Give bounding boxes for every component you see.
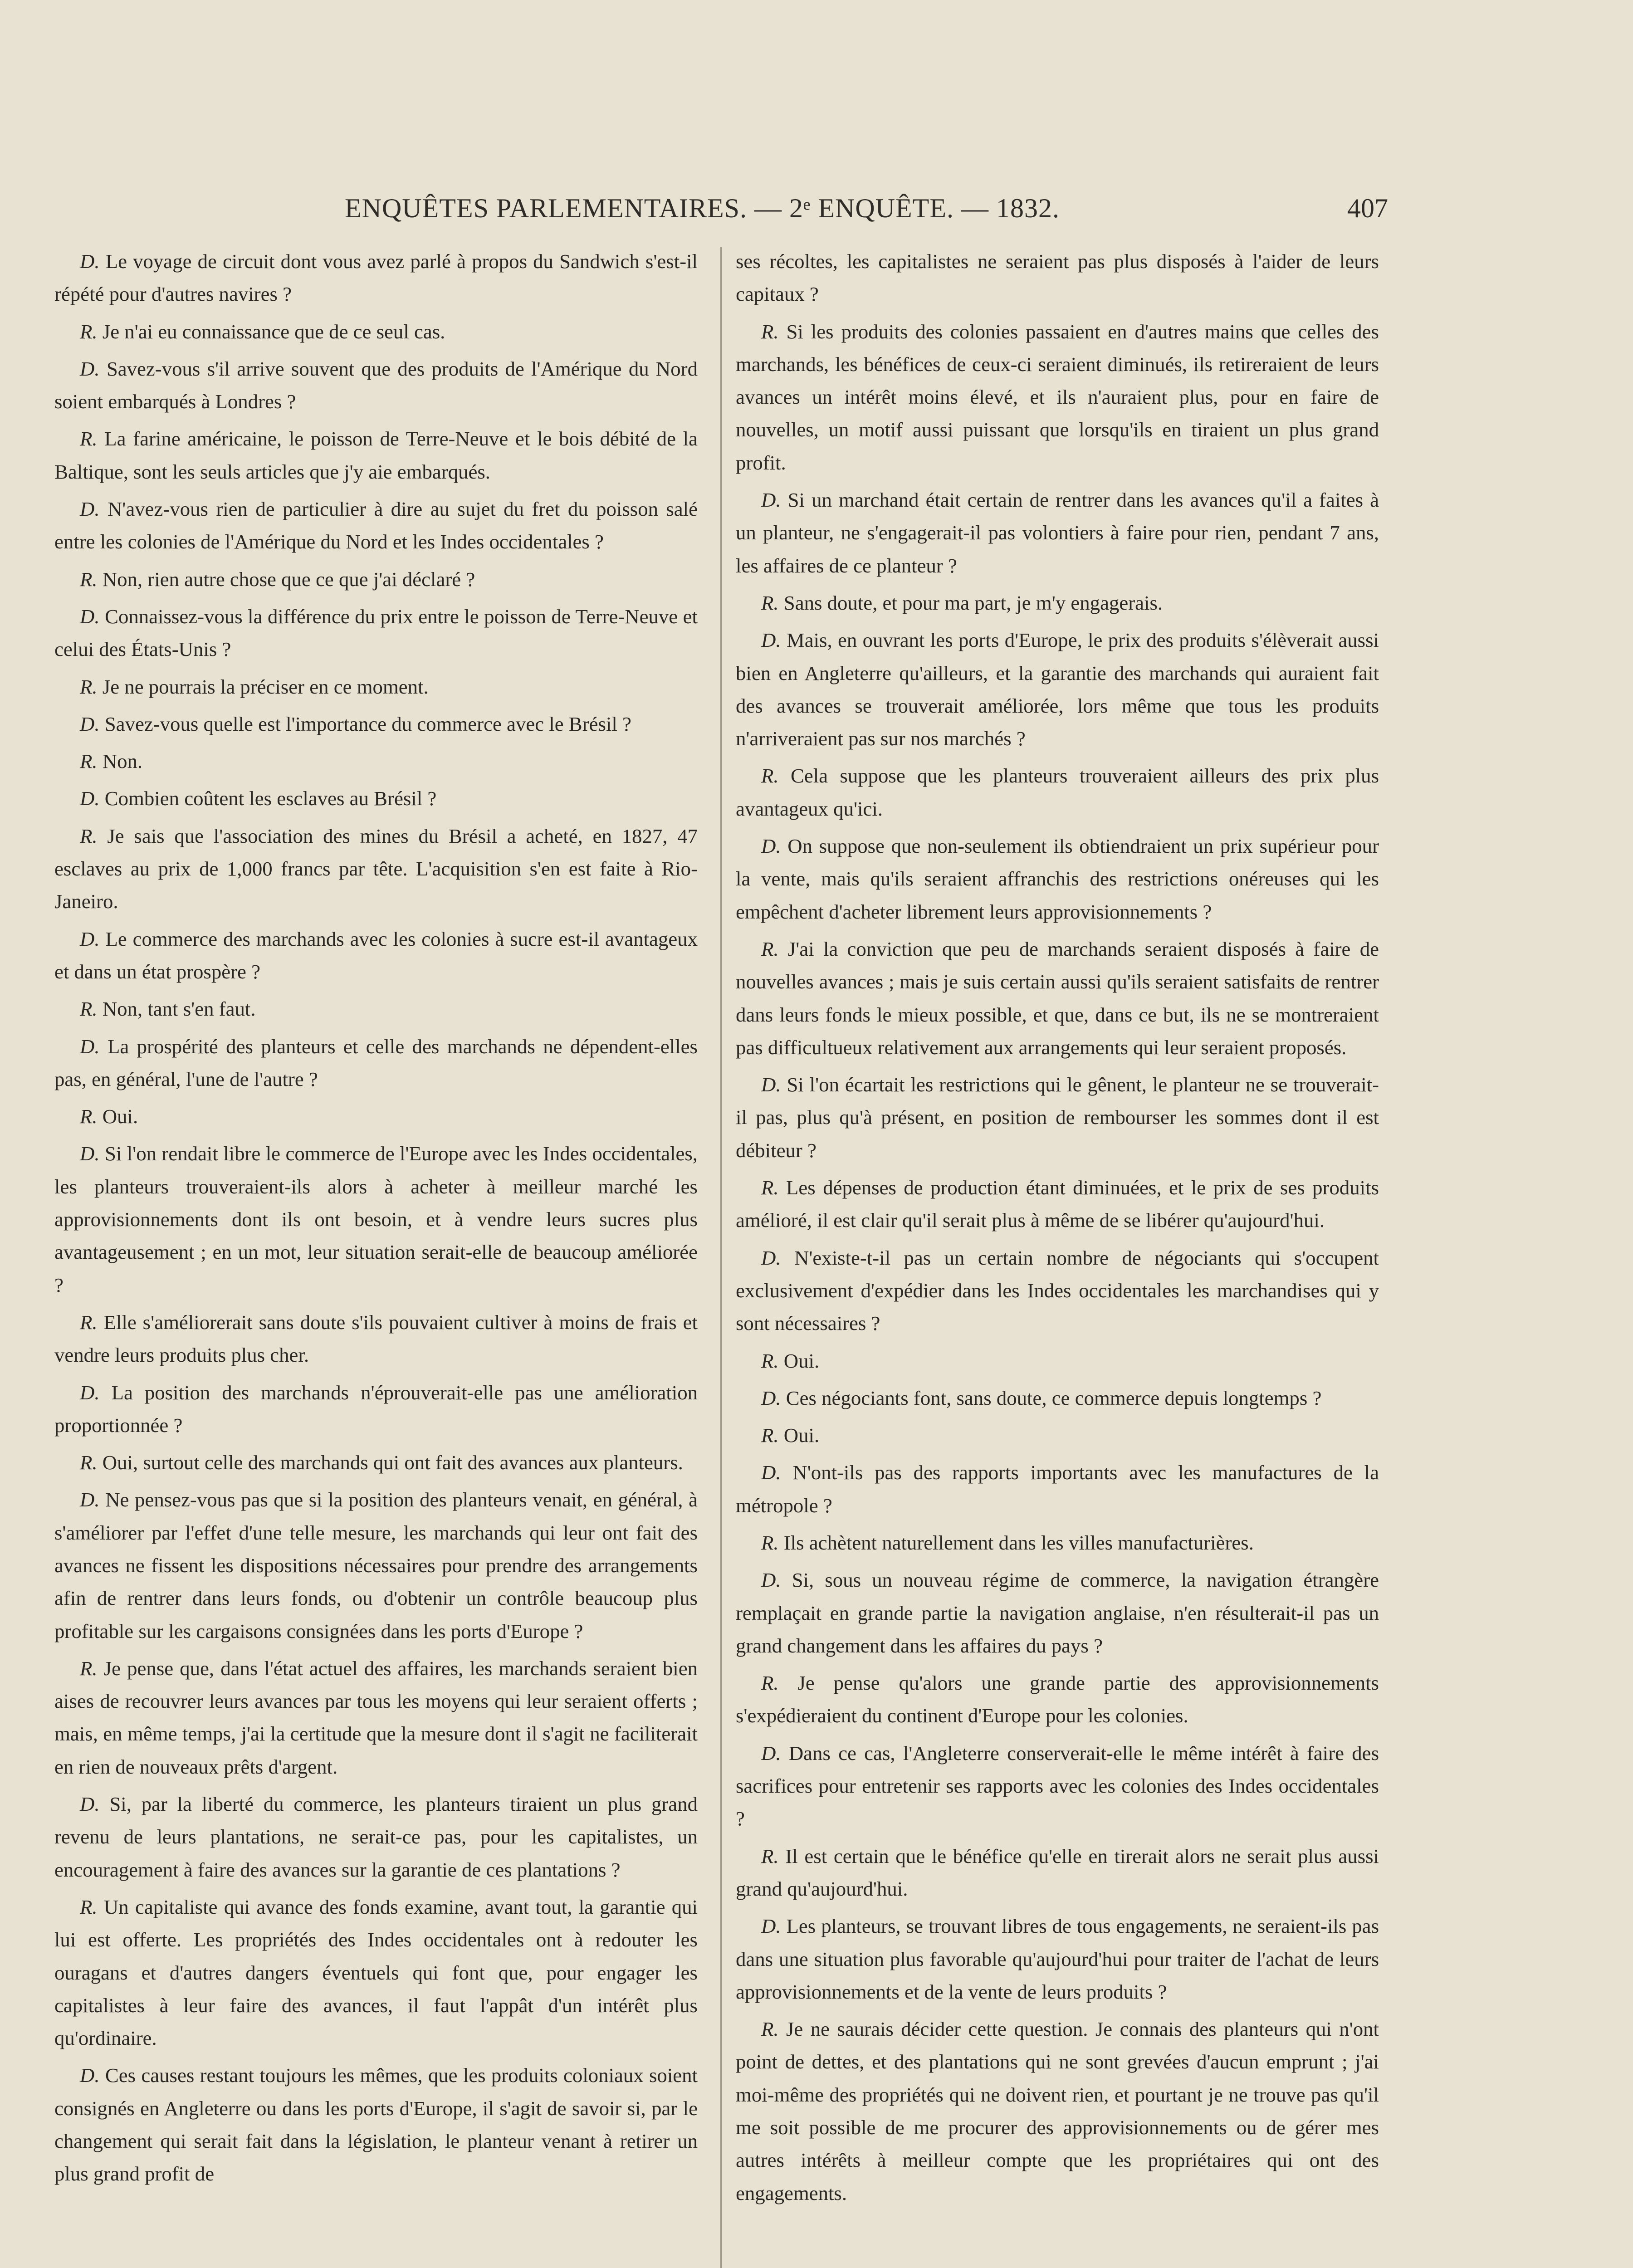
speaker-label: D. xyxy=(761,1386,781,1409)
paragraph-text: Si l'on rendait libre le commerce de l'Europe avec les Indes occidentales, les planteurs trouveraient-ils alors à acheter à meilleur marché les approvisionnements dont ils ont besoin, et à vendre leurs sucres plus avantageusement ; en un mot, leur situation serait-elle de beaucoup améliorée ? xyxy=(54,1142,698,1296)
paragraph-text: Oui, surtout celle des marchands qui ont fait des avances aux planteurs. xyxy=(102,1451,683,1474)
paragraph-text: N'avez-vous rien de particulier à dire au sujet du fret du poisson salé entre les colonies de l'Amérique du Nord et les Indes occidentales ? xyxy=(54,498,698,553)
left-column xyxy=(54,245,698,2190)
dialogue-paragraph xyxy=(54,782,698,815)
dialogue-paragraph xyxy=(736,1382,1379,1414)
paragraph-text: Un capitaliste qui avance des fonds examine, avant tout, la garantie qui lui est offerte. Les propriétés des Indes occidentales ont à redouter les ouragans et d'autres dangers éventuels qui font que, pour engager les capitalistes à leur faire des avances, il faut l'appât d'un intérêt plus qu'ordinaire. xyxy=(54,1895,698,2050)
dialogue-paragraph xyxy=(736,1419,1379,1452)
paragraph-text: Le voyage de circuit dont vous avez parlé à propos du Sandwich s'est-il répété pour d'autres navires ? xyxy=(54,250,698,306)
paragraph-text: Je ne saurais décider cette question. Je connais des planteurs qui n'ont point de dettes, et des plantations qui ne sont grevées d'aucun emprunt ; j'ai moi-même des propriétés qui ne doivent rien, et pourtant je ne trouve pas qu'il me soit possible de me procurer des approvisionnements ou de gérer mes autres intérêts à meilleur compte que les propriétaires qui ont des engagements. xyxy=(736,2018,1379,2204)
paragraph-text: Cela suppose que les planteurs trouveraient ailleurs des prix plus avantageux qu'ici. xyxy=(736,764,1379,820)
speaker-label: R. xyxy=(80,1895,98,1918)
paragraph-text: Non, tant s'en faut. xyxy=(102,997,256,1021)
paragraph-text: Je n'ai eu connaissance que de ce seul cas. xyxy=(102,320,445,343)
dialogue-paragraph xyxy=(54,708,698,740)
dialogue-paragraph xyxy=(54,1100,698,1133)
paragraph-text: Les dépenses de production étant diminuées, et le prix de ses produits amélioré, il est clair qu'il serait plus à même de se libérer qu'aujourd'hui. xyxy=(736,1176,1379,1232)
paragraph-text: Si, sous un nouveau régime de commerce, la navigation étrangère remplaçait en grande partie la navigation anglaise, n'en résulterait-il pas un grand changement dans les affaires du pays ? xyxy=(736,1569,1379,1657)
dialogue-paragraph xyxy=(736,245,1379,311)
speaker-label: R. xyxy=(761,1531,779,1554)
dialogue-paragraph xyxy=(54,1376,698,1442)
dialogue-paragraph xyxy=(54,493,698,558)
speaker-label: R. xyxy=(80,567,98,591)
paragraph-text: Si un marchand était certain de rentrer dans les avances qu'il a faites à un planteur, ne s'engagerait-il pas volontiers à faire pour rien, pendant 7 ans, les affaires de ce planteur ? xyxy=(736,489,1379,577)
paragraph-text: Les planteurs, se trouvant libres de tous engagements, ne seraient-ils pas dans une situation plus favorable qu'aujourd'hui pour traiter de l'achat de leurs approvisionnements et de la vente de leurs produits ? xyxy=(736,1915,1379,2003)
speaker-label: D. xyxy=(80,1488,100,1511)
paragraph-text: Combien coûtent les esclaves au Brésil ? xyxy=(104,787,437,810)
paragraph-text: Mais, en ouvrant les ports d'Europe, le prix des produits s'élèverait aussi bien en Angleterre qu'ailleurs, et la garantie des marchands qui auraient fait des avances se trouverait améliorée, lors même que tous les produits n'arriveraient pas sur nos marchés ? xyxy=(736,629,1379,750)
dialogue-paragraph xyxy=(736,759,1379,825)
speaker-label: R. xyxy=(80,997,98,1021)
speaker-label: D. xyxy=(80,1142,100,1165)
paragraph-text: Le commerce des marchands avec les colonies à sucre est-il avantageux et dans un état prospère ? xyxy=(54,927,698,983)
speaker-label: D. xyxy=(761,489,781,512)
paragraph-text: Ces négociants font, sans doute, ce commerce depuis longtemps ? xyxy=(786,1386,1322,1409)
paragraph-text: Non, rien autre chose que ce que j'ai déclaré ? xyxy=(102,567,475,591)
speaker-label: R. xyxy=(761,1176,779,1199)
dialogue-paragraph xyxy=(54,670,698,703)
speaker-label: D. xyxy=(80,605,100,628)
dialogue-paragraph xyxy=(54,2059,698,2190)
speaker-label: D. xyxy=(80,1035,100,1058)
speaker-label: D. xyxy=(761,835,781,858)
paragraph-text: Savez-vous quelle est l'importance du commerce avec le Brésil ? xyxy=(104,712,631,735)
speaker-label: D. xyxy=(761,1246,781,1269)
dialogue-paragraph xyxy=(54,245,698,311)
speaker-label: R. xyxy=(761,1844,779,1867)
paragraph-text: Si les produits des colonies passaient en d'autres mains que celles des marchands, les bénéfices de ceux-ci seraient diminués, ils retireraient de leurs avances un intérêt moins élevé, et ils n'auraient plus, pour en faire de nouvelles, un motif aussi puissant que lorsqu'ils en tiraient un plus grand profit. xyxy=(736,320,1379,474)
paragraph-text: On suppose que non-seulement ils obtiendraient un prix supérieur pour la vente, mais qu'ils seraient affranchis des restrictions onéreuses qui les empêchent d'acheter librement leurs approvisionnements ? xyxy=(736,835,1379,923)
dialogue-paragraph xyxy=(736,2013,1379,2209)
dialogue-paragraph xyxy=(736,587,1379,619)
speaker-label: R. xyxy=(80,675,98,698)
dialogue-paragraph xyxy=(54,992,698,1025)
dialogue-paragraph xyxy=(54,422,698,488)
speaker-label: R. xyxy=(761,937,779,960)
paragraph-text: Je ne pourrais la préciser en ce moment. xyxy=(102,675,429,698)
paragraph-text: Savez-vous s'il arrive souvent que des produits de l'Amérique du Nord soient embarqués à Londres ? xyxy=(54,357,698,413)
speaker-label: R. xyxy=(80,750,98,773)
dialogue-paragraph xyxy=(736,1840,1379,1906)
paragraph-text: La position des marchands n'éprouverait-elle pas une amélioration proportionnée ? xyxy=(54,1381,698,1437)
speaker-label: D. xyxy=(761,1915,781,1938)
paragraph-text: Je pense qu'alors une grande partie des approvisionnements s'expédieraient du continent d'Europe pour les colonies. xyxy=(736,1672,1379,1727)
dialogue-paragraph xyxy=(736,1344,1379,1377)
page-header xyxy=(54,193,1388,234)
speaker-label: R. xyxy=(80,1310,98,1334)
speaker-label: D. xyxy=(761,1073,781,1096)
dialogue-paragraph xyxy=(54,315,698,348)
column-divider xyxy=(720,247,722,2268)
paragraph-text: J'ai la conviction que peu de marchands seraient disposés à faire de nouvelles avances ; mais je suis certain aussi qu'ils seraient satisfaits de rentrer dans leurs fonds le mieux possible, et que, dans ce but, ils ne se montreraient pas difficultueux relativement aux arrangements qui leur seraient proposés. xyxy=(736,937,1379,1059)
speaker-label: D. xyxy=(80,250,100,273)
dialogue-paragraph xyxy=(736,1737,1379,1835)
paragraph-text: Ces causes restant toujours les mêmes, que les produits coloniaux soient consignés en Angleterre ou dans les ports d'Europe, il s'agit de savoir si, par le changement qui serait fait dans la législation, le planteur venant à retirer un plus grand profit de xyxy=(54,2064,698,2185)
dialogue-paragraph xyxy=(54,563,698,596)
speaker-label: D. xyxy=(761,1569,781,1592)
paragraph-text: Oui. xyxy=(783,1349,820,1372)
dialogue-paragraph xyxy=(54,352,698,418)
speaker-label: R. xyxy=(80,1657,98,1680)
paragraph-text: Je pense que, dans l'état actuel des affaires, les marchands seraient bien aises de recouvrer leurs avances par tous les moyens qui leur seraient offerts ; mais, en même temps, j'ai la certitude que la mesure dont il s'agit ne faciliterait en rien de nouveaux prêts d'argent. xyxy=(54,1657,698,1778)
speaker-label: D. xyxy=(80,357,100,380)
paragraph-text: Si, par la liberté du commerce, les planteurs tiraient un plus grand revenu de leurs plantations, ne serait-ce pas, pour les capitalistes, un encouragement à faire des avances sur la garantie de ces plantations ? xyxy=(54,1793,698,1881)
speaker-label: D. xyxy=(80,927,100,950)
paragraph-text: Non. xyxy=(102,750,143,773)
speaker-label: R. xyxy=(761,1424,779,1447)
paragraph-text: Sans doute, et pour ma part, je m'y engagerais. xyxy=(783,591,1163,614)
speaker-label: D. xyxy=(80,1793,100,1816)
dialogue-paragraph xyxy=(54,1891,698,2054)
dialogue-paragraph xyxy=(736,1068,1379,1167)
dialogue-paragraph xyxy=(736,1242,1379,1340)
dialogue-paragraph xyxy=(54,1306,698,1372)
dialogue-paragraph xyxy=(54,600,698,666)
paragraph-text: Ne pensez-vous pas que si la position des planteurs venait, en général, à s'améliorer par l'effet d'une telle mesure, les marchands qui leur ont fait des avances ne fissent les dispositions nécessaires pour prendre des arrangements afin de rentrer dans leurs fonds, ou d'obtenir un contrôle beaucoup plus profitable sur les cargaisons consignées dans les ports d'Europe ? xyxy=(54,1488,698,1642)
dialogue-paragraph xyxy=(736,1171,1379,1237)
paragraph-text: Ils achètent naturellement dans les villes manufacturières. xyxy=(783,1531,1254,1554)
dialogue-paragraph xyxy=(736,315,1379,479)
dialogue-paragraph xyxy=(54,1652,698,1783)
speaker-label: D. xyxy=(80,1381,100,1404)
paragraph-text: Il est certain que le bénéfice qu'elle en tirerait alors ne serait plus aussi grand qu'aujourd'hui. xyxy=(736,1844,1379,1900)
dialogue-paragraph xyxy=(736,830,1379,928)
running-title: ENQUÊTES PARLEMENTAIRES. — 2ᵉ ENQUÊTE. — 1832. xyxy=(345,193,1060,223)
dialogue-paragraph xyxy=(736,1910,1379,2008)
speaker-label: D. xyxy=(761,629,781,652)
speaker-label: D. xyxy=(80,787,100,810)
dialogue-paragraph xyxy=(54,1788,698,1886)
speaker-label: R. xyxy=(761,1349,779,1372)
speaker-label: D. xyxy=(80,2064,100,2087)
speaker-label: D. xyxy=(761,1461,781,1484)
speaker-label: D. xyxy=(761,1741,781,1765)
dialogue-paragraph xyxy=(736,484,1379,582)
page-number: 407 xyxy=(1347,193,1388,223)
paragraph-text: N'ont-ils pas des rapports importants avec les manufactures de la métropole ? xyxy=(736,1461,1379,1517)
dialogue-paragraph xyxy=(54,1137,698,1301)
speaker-label: D. xyxy=(80,712,100,735)
dialogue-paragraph xyxy=(54,745,698,777)
speaker-label: R. xyxy=(80,1105,98,1128)
dialogue-paragraph xyxy=(736,624,1379,755)
paragraph-text: N'existe-t-il pas un certain nombre de négociants qui s'occupent exclusivement d'expédier dans les Indes occidentales les marchandises qui y sont nécessaires ? xyxy=(736,1246,1379,1335)
speaker-label: R. xyxy=(80,1451,98,1474)
speaker-label: R. xyxy=(761,1672,779,1695)
paragraph-text: Connaissez-vous la différence du prix entre le poisson de Terre-Neuve et celui des États-Unis ? xyxy=(54,605,698,661)
paragraph-text: ses récoltes, les capitalistes ne seraient pas plus disposés à l'aider de leurs capitaux ? xyxy=(736,250,1379,306)
paragraph-text: La farine américaine, le poisson de Terre-Neuve et le bois débité de la Baltique, sont les seuls articles que j'y aie embarqués. xyxy=(54,427,698,483)
speaker-label: R. xyxy=(761,2018,779,2041)
dialogue-paragraph xyxy=(736,1526,1379,1559)
paragraph-text: La prospérité des planteurs et celle des marchands ne dépendent-elles pas, en général, l'une de l'autre ? xyxy=(54,1035,698,1090)
dialogue-paragraph xyxy=(736,933,1379,1064)
dialogue-paragraph xyxy=(736,1667,1379,1732)
paragraph-text: Oui. xyxy=(783,1424,820,1447)
right-column xyxy=(736,245,1379,2209)
speaker-label: R. xyxy=(80,427,98,450)
speaker-label: R. xyxy=(761,764,779,787)
dialogue-paragraph xyxy=(54,1483,698,1647)
paragraph-text: Elle s'améliorerait sans doute s'ils pouvaient cultiver à moins de frais et vendre leurs produits plus cher. xyxy=(54,1310,698,1367)
speaker-label: R. xyxy=(80,320,98,343)
speaker-label: D. xyxy=(80,498,100,521)
dialogue-paragraph xyxy=(54,820,698,918)
dialogue-paragraph xyxy=(736,1564,1379,1662)
paragraph-text: Oui. xyxy=(102,1105,138,1128)
dialogue-paragraph xyxy=(736,1456,1379,1522)
dialogue-paragraph xyxy=(54,923,698,988)
paragraph-text: Je sais que l'association des mines du Brésil a acheté, en 1827, 47 esclaves au prix de 1,000 francs par tête. L'acquisition s'en est faite à Rio-Janeiro. xyxy=(54,824,698,913)
paragraph-text: Si l'on écartait les restrictions qui le gênent, le planteur ne se trouverait-il pas, plus qu'à présent, en position de rembourser les sommes dont il est débiteur ? xyxy=(736,1073,1379,1162)
dialogue-paragraph xyxy=(54,1446,698,1479)
speaker-label: R. xyxy=(761,591,779,614)
speaker-label: R. xyxy=(80,824,98,847)
speaker-label: R. xyxy=(761,320,779,343)
dialogue-paragraph xyxy=(54,1030,698,1096)
paragraph-text: Dans ce cas, l'Angleterre conserverait-elle le même intérêt à faire des sacrifices pour entretenir ses rapports avec les colonies des Indes occidentales ? xyxy=(736,1741,1379,1830)
